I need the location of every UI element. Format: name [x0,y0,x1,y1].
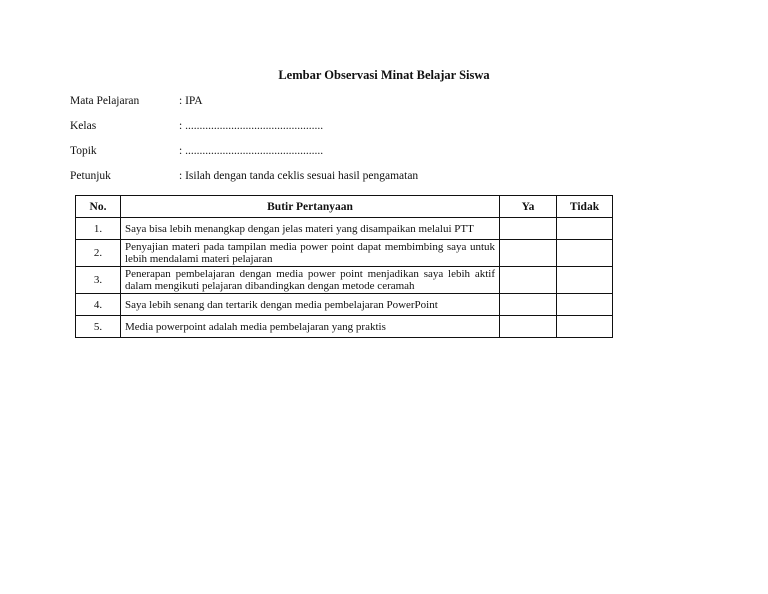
ya-checkbox-cell[interactable] [500,218,557,240]
row-number: 4. [76,294,121,316]
field-value: : ................................................ [179,145,324,157]
ya-checkbox-cell[interactable] [500,316,557,338]
document-title: Lembar Observasi Minat Belajar Siswa [278,68,490,82]
ya-checkbox-cell[interactable] [500,240,557,267]
row-question: Media powerpoint adalah media pembelajaran yang praktis [121,316,500,338]
row-question: Saya lebih senang dan tertarik dengan media pembelajaran PowerPoint [121,294,500,316]
tidak-checkbox-cell[interactable] [557,294,613,316]
table-header-row [76,196,613,218]
row-number: 1. [76,218,121,240]
tidak-checkbox-cell[interactable] [557,267,613,294]
table-row [76,218,613,240]
ya-checkbox-cell[interactable] [500,267,557,294]
table-row [76,267,613,294]
field-value: : ................................................ [179,120,324,132]
field-label: Topik [70,145,97,157]
field-label: Mata Pelajaran [70,95,140,107]
row-question: Penyajian materi pada tampilan media power point dapat membimbing saya untuk lebih mendalami materi pelajaran [121,240,500,267]
header-no: No. [76,196,121,218]
field-value: : IPA [179,95,203,107]
field-label: Petunjuk [70,170,111,182]
header-ya: Ya [500,196,557,218]
ya-checkbox-cell[interactable] [500,294,557,316]
tidak-checkbox-cell[interactable] [557,316,613,338]
header-tidak: Tidak [557,196,613,218]
row-question: Penerapan pembelajaran dengan media power point menjadikan saya lebih aktif dalam mengikuti pelajaran dibandingkan dengan metode ceramah [121,267,500,294]
table-row [76,316,613,338]
tidak-checkbox-cell[interactable] [557,240,613,267]
table-row [76,294,613,316]
row-number: 2. [76,240,121,267]
field-value: : Isilah dengan tanda ceklis sesuai hasil pengamatan [179,170,419,182]
table-row [76,240,613,267]
row-number: 3. [76,267,121,294]
observation-table [75,195,613,338]
header-butir-pertanyaan: Butir Pertanyaan [121,196,500,218]
field-label: Kelas [70,120,97,132]
row-number: 5. [76,316,121,338]
row-question: Saya bisa lebih menangkap dengan jelas materi yang disampaikan melalui PTT [121,218,500,240]
tidak-checkbox-cell[interactable] [557,218,613,240]
